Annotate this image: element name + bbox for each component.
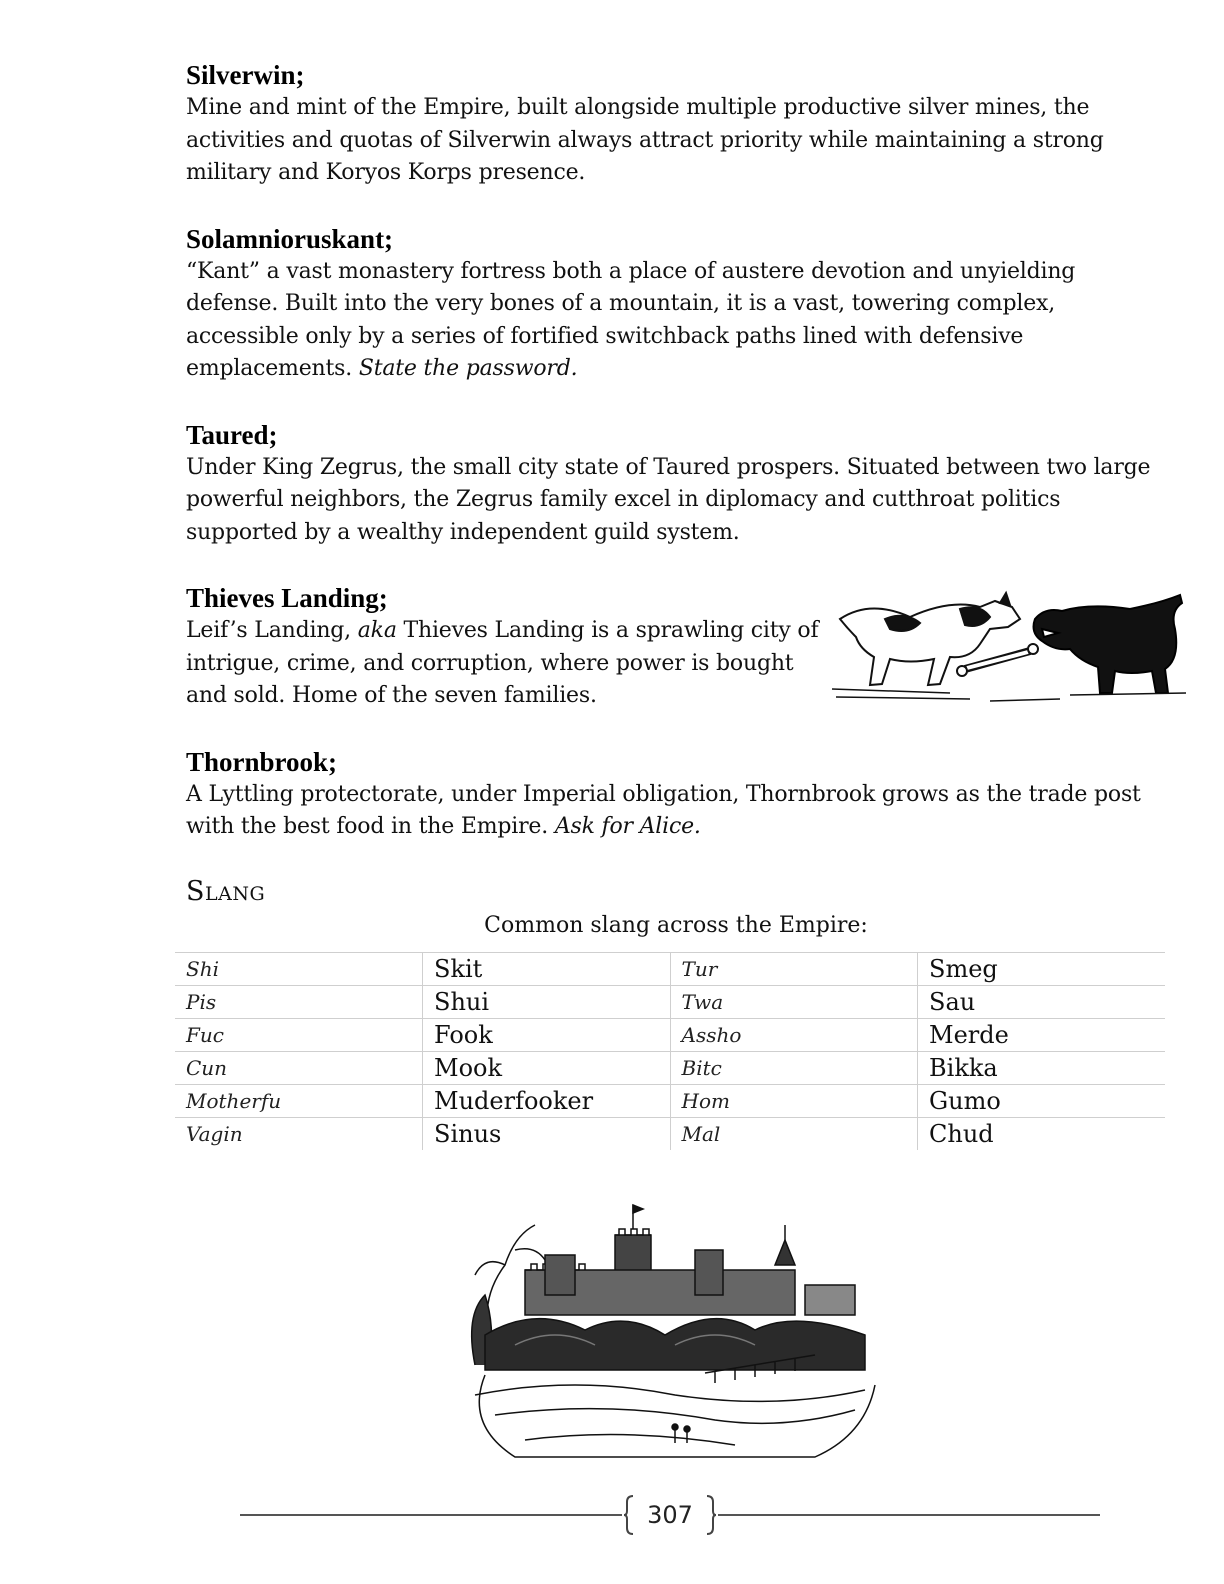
section-heading-slang: Slang bbox=[186, 875, 266, 907]
right-brace-icon bbox=[706, 1494, 716, 1536]
slang-word: Fuc bbox=[175, 1018, 423, 1051]
slang-translation: Shui bbox=[423, 985, 671, 1018]
entry-taured bbox=[186, 418, 1166, 550]
entry-title: Thieves Landing; bbox=[186, 583, 388, 613]
entry-thornbrook bbox=[186, 745, 1166, 844]
slang-translation: Muderfooker bbox=[423, 1084, 671, 1117]
entry-title: Silverwin; bbox=[186, 60, 305, 90]
entry-silverwin bbox=[186, 58, 1166, 190]
entry-italic-note: Ask for Alice. bbox=[554, 814, 701, 839]
entry-text: Under King Zegrus, the small city state of Taured prospers. Situated between two large powerful neighbors, the Zegrus family excel in diplomacy and cutthroat politics supported by a wealthy independent guild system. bbox=[186, 454, 1151, 545]
slang-translation: Bikka bbox=[918, 1051, 1166, 1084]
entry-solamnioruskant bbox=[186, 222, 1166, 386]
slang-translation: Merde bbox=[918, 1018, 1166, 1051]
slang-word: Bitc bbox=[670, 1051, 918, 1084]
entry-thieves-landing bbox=[186, 581, 1166, 713]
entry-text: Leif’s Landing, aka Thieves Landing is a sprawling city of intrigue, crime, and corruption, where power is bought and sold. Home of the seven families. bbox=[186, 618, 819, 708]
entry-title: Taured; bbox=[186, 419, 278, 450]
slang-word: Vagin bbox=[186, 1121, 243, 1146]
left-brace-icon bbox=[624, 1494, 634, 1536]
page-number-text: 307 bbox=[647, 1501, 693, 1529]
entry-title: Thornbrook; bbox=[186, 746, 338, 777]
slang-translation: Mook bbox=[423, 1051, 671, 1084]
dogs-fighting-illustration bbox=[830, 589, 1188, 709]
slang-word: Hom bbox=[670, 1084, 918, 1117]
table-row bbox=[175, 1117, 1165, 1150]
slang-translation: Sinus bbox=[423, 1117, 671, 1150]
footer-rule-right bbox=[718, 1514, 1100, 1516]
table-row bbox=[175, 1051, 1165, 1084]
slang-translation: Smeg bbox=[918, 952, 1166, 985]
entry-italic-note: State the password. bbox=[358, 356, 578, 381]
slang-word: Shi bbox=[175, 952, 423, 985]
slang-translation: Gumo bbox=[918, 1084, 1166, 1117]
table-row bbox=[175, 952, 1165, 985]
slang-word: Tur bbox=[670, 952, 918, 985]
slang-word: Mal bbox=[670, 1117, 918, 1150]
page-number bbox=[624, 1494, 716, 1536]
slang-translation: Skit bbox=[423, 952, 671, 985]
entry-text: Mine and mint of the Empire, built alongside multiple productive silver mines, the activities and quotas of Silverwin always attract priority while maintaining a strong military and Koryos Korps presence. bbox=[186, 95, 1104, 185]
slang-word: Pis bbox=[175, 985, 423, 1018]
slang-word: Assho bbox=[670, 1018, 918, 1051]
slang-table bbox=[175, 952, 1165, 1150]
table-row bbox=[175, 985, 1165, 1018]
castle-landscape-illustration bbox=[455, 1195, 885, 1465]
slang-word: Motherfu bbox=[175, 1084, 423, 1117]
page-content bbox=[186, 58, 1166, 1150]
table-row bbox=[175, 1018, 1165, 1051]
entry-text: A Lyttling protectorate, under Imperial obligation, Thornbrook grows as the trade post with the best food in the Empire. Ask for Alice. bbox=[186, 781, 1141, 839]
slang-word: Twa bbox=[670, 985, 918, 1018]
slang-translation: Fook bbox=[423, 1018, 671, 1051]
footer-rule-left bbox=[240, 1514, 622, 1516]
slang-translation: Sau bbox=[918, 985, 1166, 1018]
table-row bbox=[175, 1084, 1165, 1117]
slang-caption: Common slang across the Empire: bbox=[484, 912, 868, 938]
entry-text: “Kant” a vast monastery fortress both a place of austere devotion and unyielding defense. Built into the very bones of a mountain, it is a vast, towering complex, accessible only by a series of fortified switchback paths lined with defensive emplacements. State the password. bbox=[186, 258, 1076, 381]
entry-title: Solamnioruskant; bbox=[186, 223, 394, 254]
slang-word: Cun bbox=[175, 1051, 423, 1084]
slang-translation: Chud bbox=[918, 1117, 1166, 1150]
